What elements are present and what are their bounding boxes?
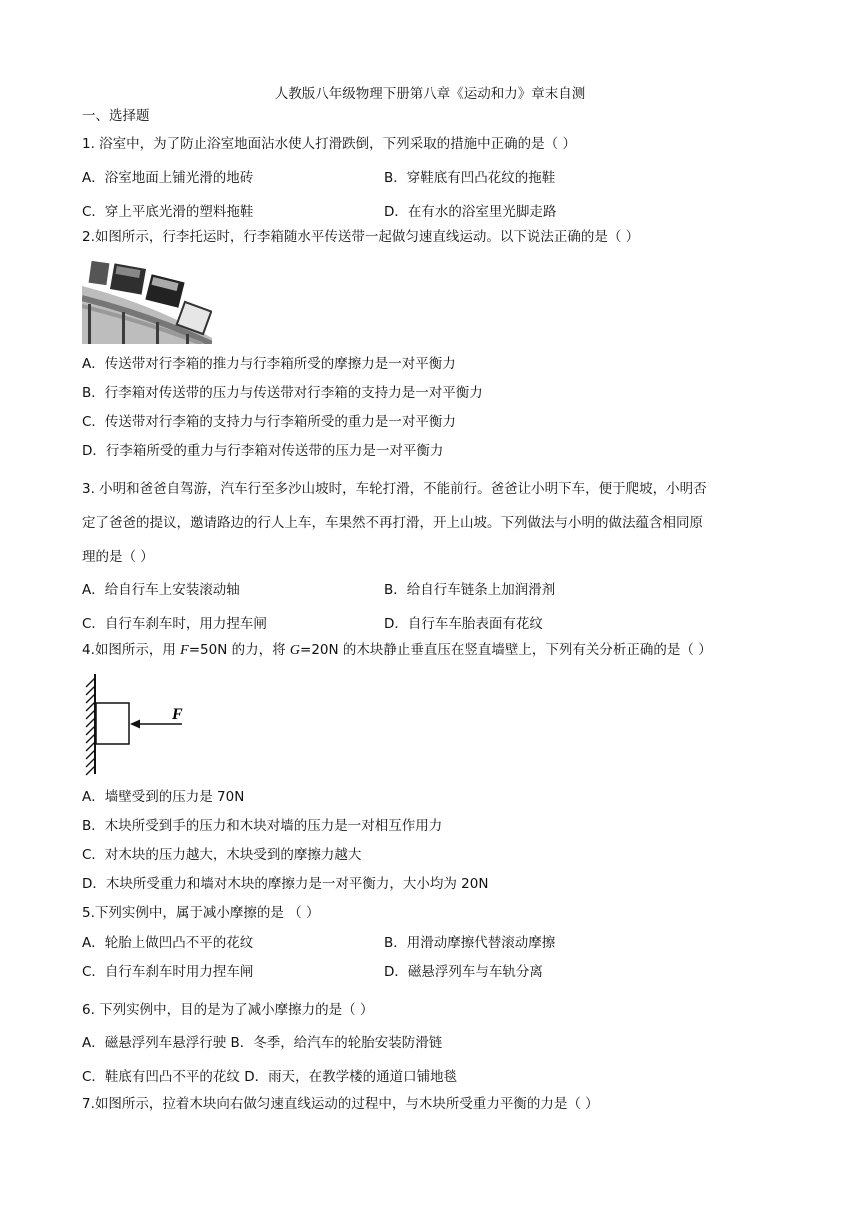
question-2-stem: 2.如图所示，行李托运时，行李箱随水平传送带一起做匀速直线运动。以下说法正确的是（ ）	[82, 229, 640, 245]
question-2-option-b: B．行李箱对传送带的压力与传送带对行李箱的支持力是一对平衡力	[82, 385, 483, 401]
weight-symbol-g: G	[289, 643, 301, 658]
question-3-option-b: B．给自行车链条上加润滑剂	[384, 582, 556, 598]
question-5-option-a: A．轮胎上做凹凸不平的花纹	[82, 935, 254, 951]
question-5-option-c: C．自行车刹车时用力捏车闸	[82, 964, 254, 980]
conveyor-belt-luggage-photo	[82, 256, 212, 344]
question-4-stem: 4.如图所示，用 F=50N 的力，将 G=20N 的木块静止垂直压在竖直墙壁上，下列有关分析正确的是（ ）	[82, 642, 712, 658]
question-5-stem: 5.下列实例中，属于减小摩擦的是 （ ）	[82, 905, 320, 921]
question-6-options-a-b: A．磁悬浮列车悬浮行驶 B．冬季，给汽车的轮胎安装防滑链	[82, 1035, 443, 1051]
question-2-option-c: C．传送带对行李箱的支持力与行李箱所受的重力是一对平衡力	[82, 414, 456, 430]
force-symbol-f: F	[180, 643, 189, 658]
document-title: 人教版八年级物理下册第八章《运动和力》章末自测	[274, 86, 586, 102]
question-7-stem: 7.如图所示，拉着木块向右做匀速直线运动的过程中，与木块所受重力平衡的力是（ ）	[82, 1096, 599, 1112]
question-5-option-d: D．磁悬浮列车与车轨分离	[384, 964, 543, 980]
question-5-option-b: B．用滑动摩擦代替滚动摩擦	[384, 935, 556, 951]
question-6-stem: 6. 下列实例中，目的是为了减小摩擦力的是（ ）	[82, 1002, 374, 1018]
question-3-stem-line-2: 定了爸爸的提议，邀请路边的行人上车，车果然不再打滑，开上山坡。下列做法与小明的做法蕴含相同原	[82, 515, 703, 531]
question-6-options-c-d: C．鞋底有凹凸不平的花纹 D．雨天，在教学楼的通道口铺地毯	[82, 1069, 458, 1085]
question-3-stem-line-3: 理的是（ ）	[82, 549, 154, 565]
question-2-option-d: D．行李箱所受的重力与行李箱对传送带的压力是一对平衡力	[82, 443, 444, 459]
question-1-option-b: B．穿鞋底有凹凸花纹的拖鞋	[384, 170, 556, 186]
force-arrow-label: F	[172, 706, 183, 723]
question-1-option-d: D．在有水的浴室里光脚走路	[384, 204, 557, 220]
question-3-stem-line-1: 3. 小明和爸爸自驾游，汽车行至多沙山坡时，车轮打滑，不能前行。爸爸让小明下车，便于爬坡，小明否	[82, 481, 707, 497]
question-1-stem: 1. 浴室中，为了防止浴室地面沾水使人打滑跌倒，下列采取的措施中正确的是（ ）	[82, 136, 576, 152]
question-1-option-c: C．穿上平底光滑的塑料拖鞋	[82, 204, 254, 220]
question-4-option-b: B．木块所受到手的压力和木块对墙的压力是一对相互作用力	[82, 818, 443, 834]
question-3-option-c: C．自行车刹车时，用力捏车闸	[82, 616, 267, 632]
question-3-option-a: A．给自行车上安装滚动轴	[82, 582, 240, 598]
wall-block-force-diagram	[82, 672, 202, 776]
question-3-option-d: D．自行车车胎表面有花纹	[384, 616, 543, 632]
question-2-option-a: A．传送带对行李箱的推力与行李箱所受的摩擦力是一对平衡力	[82, 356, 456, 372]
section-heading: 一、选择题	[82, 108, 150, 124]
question-1-option-a: A．浴室地面上铺光滑的地砖	[82, 170, 254, 186]
question-4-option-d: D．木块所受重力和墙对木块的摩擦力是一对平衡力，大小均为 20N	[82, 876, 489, 892]
question-4-option-a: A．墙壁受到的压力是 70N	[82, 789, 245, 805]
question-4-option-c: C．对木块的压力越大，木块受到的摩擦力越大	[82, 847, 362, 863]
